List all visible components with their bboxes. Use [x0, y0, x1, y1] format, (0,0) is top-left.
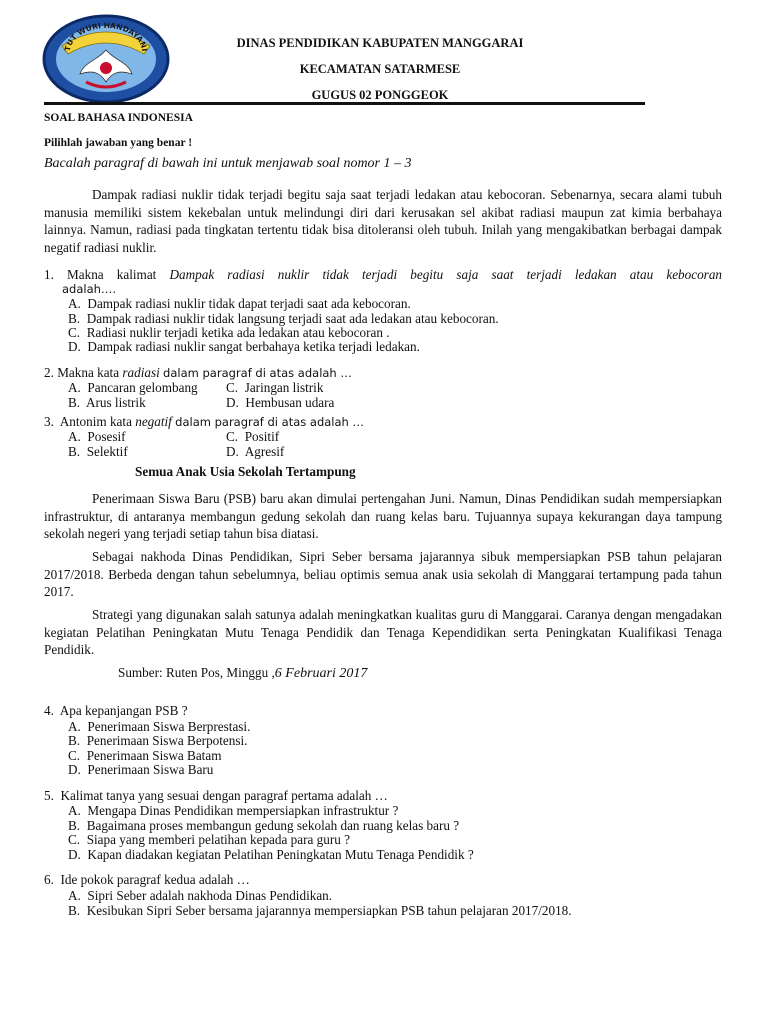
q3-option-d: D. Agresif: [226, 444, 285, 459]
tut-wuri-handayani-logo: [40, 12, 172, 106]
article-title: Semua Anak Usia Sekolah Tertampung: [135, 464, 356, 479]
source-citation: Sumber: Ruten Pos, Minggu ,6 Februari 2017: [118, 665, 368, 681]
q1-number: 1.: [44, 267, 54, 282]
q1-option-a: A. Dampak radiasi nuklir tidak dapat terjadi saat ada kebocoran.: [68, 296, 411, 311]
q2-word: radiasi: [122, 365, 160, 380]
q5-option-b: B. Bagaimana proses membangun gedung sekolah dan ruang kelas baru ?: [68, 818, 460, 833]
q2-option-d: D. Hembusan udara: [226, 395, 335, 410]
q3-word: negatif: [135, 414, 172, 429]
q3-option-a: A. Posesif: [68, 429, 126, 444]
q1-option-c: C. Radiasi nuklir terjadi ketika ada ledakan atau kebocoran .: [68, 325, 390, 340]
q4-option-b: B. Penerimaan Siswa Berpotensi.: [68, 733, 248, 748]
instruction: Pilihlah jawaban yang benar !: [44, 137, 193, 149]
passage-1: [44, 186, 722, 256]
q4-option-d: D. Penerimaan Siswa Baru: [68, 762, 214, 777]
svg-text:TUT WURI HANDAYANI: TUT WURI HANDAYANI: [62, 20, 150, 52]
q4-option-a: A. Penerimaan Siswa Berprestasi.: [68, 719, 251, 734]
source-date: 6 Februari 2017: [274, 666, 368, 681]
article-paragraph-1: Penerimaan Siswa Baru (PSB) baru akan dimulai pertengahan Juni. Namun, Dinas Pendidikan sudah mempersiapkan infrastruktur, di antaranya membangun gedung sekolah dan ruang kelas baru. Tujuannya supaya kekurangan daya tampung sekolah negeri yang terjadi setiap tahun bisa diatasi.: [44, 491, 722, 541]
q1-option-b: B. Dampak radiasi nuklir tidak langsung terjadi saat ada ledakan atau kebocoran.: [68, 311, 499, 326]
q4-option-c: C. Penerimaan Siswa Batam: [68, 748, 222, 763]
header-line-3: GUGUS 02 PONGGEOK: [311, 88, 449, 102]
q1-suffix: adalah….: [62, 282, 117, 296]
q2-option-a: A. Pancaran gelombang: [68, 380, 198, 395]
header-divider: [44, 102, 645, 105]
header-line-2: KECAMATAN SATARMESE: [299, 62, 461, 76]
question-5: 5. Kalimat tanya yang sesuai dengan paragraf pertama adalah …: [44, 788, 388, 803]
article-paragraph-2: Sebagai nakhoda Dinas Pendidikan, Sipri Seber bersama jajarannya sibuk mempersiapkan PSB tahun pelajaran 2017/2018. Berbeda dengan tahun sebelumnya, beliau optimis semua anak usia sekolah di Manggarai tertampung pada tahun 2017.: [44, 549, 722, 599]
passage-1-text: Dampak radiasi nuklir tidak terjadi begitu saja saat terjadi ledakan atau kebocoran. Sebenarnya, secara alami tubuh manusia memiliki sistem kekebalan untuk melindungi diri dari kerusakan sel akibat radiasi maupun zat kimia berbahaya lainnya. Namun, radiasi pada tingkatan tertentu tidak bisa ditoleransi oleh tubuh. Inilah yang mengakibatkan berbagai dampak negatif radiasi nuklir.: [44, 187, 722, 255]
intro-instruction: Bacalah paragraf di bawah ini untuk menjawab soal nomor 1 – 3: [44, 156, 412, 171]
q3-option-b: B. Selektif: [68, 444, 128, 459]
q2-option-b: B. Arus listrik: [68, 395, 146, 410]
header-line-1: DINAS PENDIDIKAN KABUPATEN MANGGARAI: [236, 36, 524, 50]
q6-option-a: A. Sipri Seber adalah nakhoda Dinas Pendidikan.: [68, 888, 333, 903]
q5-option-a: A. Mengapa Dinas Pendidikan mempersiapkan infrastruktur ?: [68, 803, 399, 818]
q3-option-c: C. Positif: [226, 429, 280, 444]
q6-option-b: B. Kesibukan Sipri Seber bersama jajarannya mempersiapkan PSB tahun pelajaran 2017/2018.: [68, 903, 572, 918]
subject-title: SOAL BAHASA INDONESIA: [44, 112, 193, 124]
q1-option-d: D. Dampak radiasi nuklir sangat berbahaya ketika terjadi ledakan.: [68, 339, 420, 354]
q1-quote: Dampak radiasi nuklir tidak terjadi begitu saja saat terjadi ledakan atau kebocoran: [169, 267, 723, 282]
q5-option-c: C. Siapa yang memberi pelatihan kepada para guru ?: [68, 832, 350, 847]
q1-prefix: Makna kalimat: [67, 267, 157, 282]
question-6: 6. Ide pokok paragraf kedua adalah …: [44, 872, 250, 887]
question-3: 3. Antonim kata negatif dalam paragraf di atas adalah …: [44, 414, 364, 429]
q2-option-c: C. Jaringan listrik: [226, 380, 324, 395]
q5-option-d: D. Kapan diadakan kegiatan Pelatihan Peningkatan Mutu Tenaga Pendidik ?: [68, 847, 474, 862]
question-2: 2. Makna kata radiasi dalam paragraf di atas adalah …: [44, 365, 352, 380]
article-paragraph-3: Strategi yang digunakan salah satunya adalah meningkatkan kualitas guru di Manggarai. Caranya dengan mengadakan kegiatan Pelatihan Peningkatan Mutu Tenaga Pendidik dan Tenaga Kependidikan serta Peningkatan Kualifikasi Tenaga Pendidik.: [44, 607, 722, 657]
question-1: [44, 267, 722, 283]
question-4: 4. Apa kepanjangan PSB ?: [44, 703, 188, 718]
